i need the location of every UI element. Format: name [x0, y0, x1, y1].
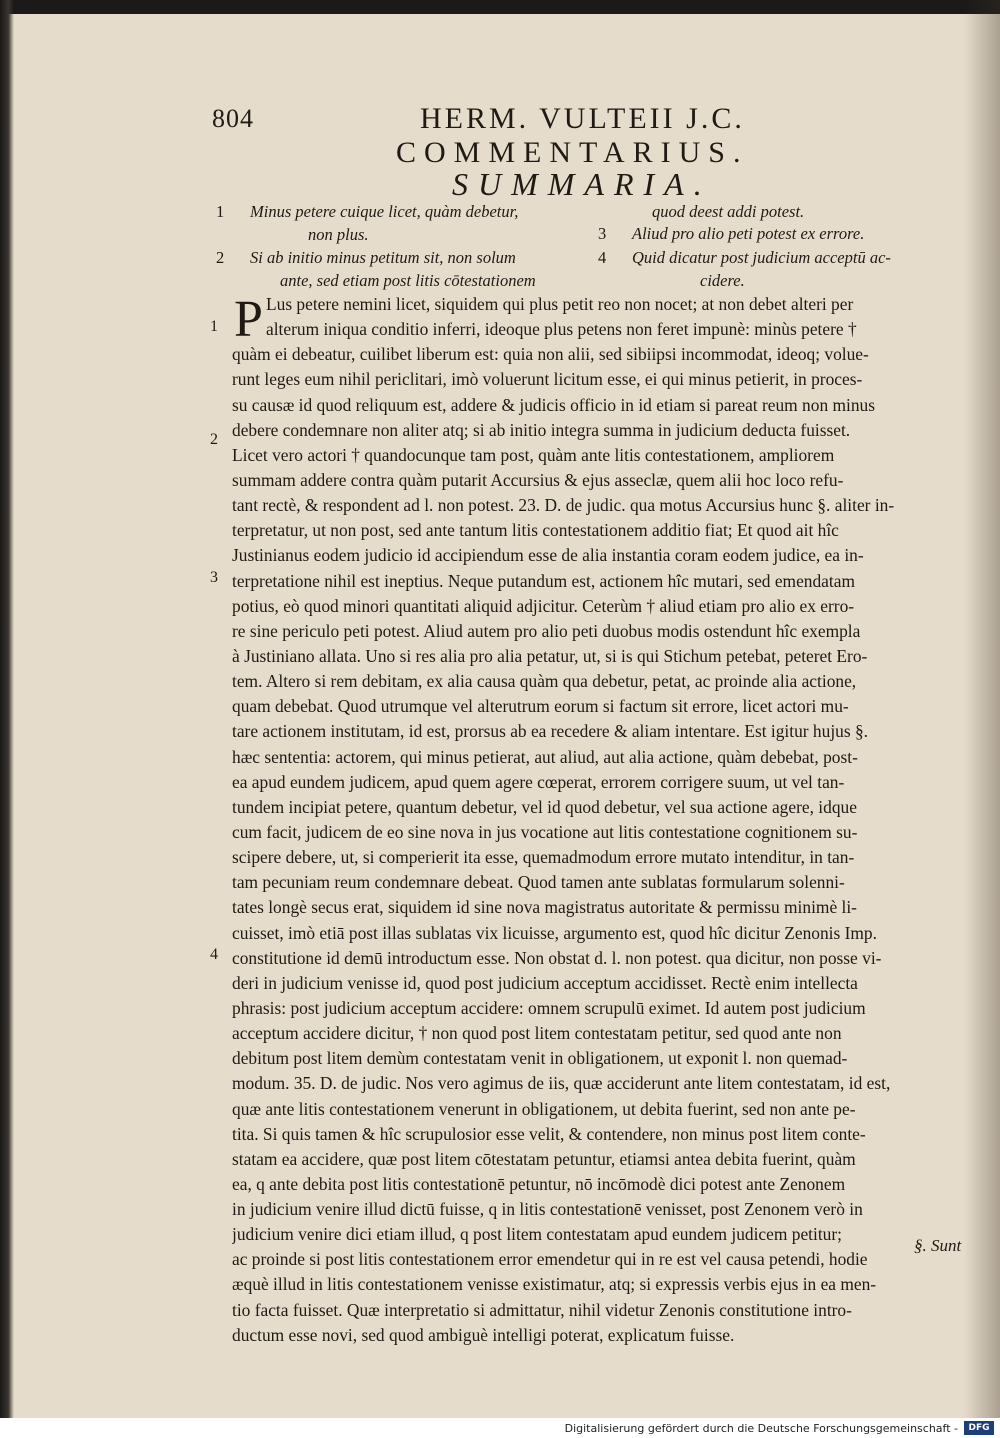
- text-line: phrasis: post judicium acceptum accidere: omnem scrupulū eximet. Id autem post judicium: [232, 997, 866, 1018]
- text-line: quæ ante litis contestationem venerunt in obligationem, ut debita fuerint, sed non ante pe-: [232, 1098, 856, 1119]
- text-line: quam debebat. Quod utrumque vel alterutrum eorum si factum sit errore, licet actori mu-: [232, 696, 849, 717]
- text-line: judicium venire dici etiam illud, q post litem contestatam apud eundem judicem petitur;: [232, 1224, 842, 1245]
- summary-line: non plus.: [308, 225, 369, 244]
- text-line: acceptum accidere dicitur, † non quod post litem contestatam petitur, sed quod ante non: [232, 1023, 842, 1044]
- text-line: hæc sententia: actorem, qui minus petierat, aut aliud, aut alia actione, quàm debebat, post-: [232, 746, 858, 767]
- text-line: runt leges eum nihil periclitari, imò voluerunt licitum esse, ei qui minus petierit, in proces-: [232, 369, 863, 390]
- drop-capital: P: [234, 291, 263, 348]
- text-line: modum. 35. D. de judic. Nos vero agimus de iis, quæ acciderunt ante litem contestatam, id est,: [232, 1073, 891, 1094]
- summary-item-2-continued: quod deest addi potest.: [652, 202, 805, 221]
- text-line: ductum esse novi, sed quod ambiguè intelligi poterat, explicatum fuisse.: [232, 1324, 735, 1345]
- text-line: tare actionem institutam, id est, prorsus ab ea recedere & aliam intentare. Est igitur hujus §.: [232, 721, 869, 742]
- text-line: scipere debere, ut, si comperierit ita esse, quemadmodum errore mutato intenditur, in tan-: [232, 847, 855, 868]
- dfg-logo: DFG: [964, 1421, 994, 1435]
- running-subtitle: COMMENTARIUS.: [396, 136, 749, 169]
- running-title: HERM. VULTEII J.C.: [420, 102, 745, 135]
- text-line: tio facta fuisset. Quæ interpretatio si admittatur, nihil videtur Zenonis constitutione intro-: [232, 1299, 852, 1320]
- text-line: cuisset, imò etiā post illas sublatas vix licuisse, argumento est, quod hîc dicitur Zenonis Imp.: [232, 922, 877, 943]
- text-line: tant rectè, & respondent ad l. non potest. 23. D. de judic. qua motus Accursius hunc §. aliter in-: [232, 495, 895, 516]
- text-line: terpretatione nihil est ineptius. Neque putandum est, actionem hîc mutari, sed emendatam: [232, 570, 855, 591]
- text-line: Justinianus eodem judicio id accipiendum esse de alia instantia coram eodem judice, ea in-: [232, 545, 864, 566]
- summary-item-3: [598, 222, 865, 245]
- text-line: ac proinde si post litis contestationem error emendetur qui in re est vel causa petendi, hodie: [232, 1249, 868, 1270]
- text-line: ea apud eundem judicem, apud quem agere cœperat, errorem corrigere suum, ut vel tan-: [232, 771, 845, 792]
- text-line: tita. Si quis tamen & hîc scrupulosior esse velit, & contendere, non minus post litem conte-: [232, 1123, 866, 1144]
- margin-number: 2: [210, 431, 218, 448]
- text-line: potius, eò quod minori quantitati aliquid adjicitur. Ceterùm † aliud etiam pro alio ex erro-: [232, 595, 855, 616]
- summary-line: Aliud pro alio peti potest ex errore.: [632, 224, 865, 243]
- summary-line: Si ab initio minus petitum sit, non solum: [250, 248, 516, 267]
- text-line: debere condemnare non aliter atq; si ab initio integra summa in judicium deducta fuisset.: [232, 419, 851, 440]
- page-number: 804: [212, 104, 254, 133]
- text-line: constitutione id demū introductum esse. Non obstat d. l. non potest. qua dicitur, non posse vi-: [232, 947, 882, 968]
- summary-item-2: [216, 246, 536, 292]
- text-line: cum facit, judicem de eo sine nova in jus vocatione aut litis contestatione cognitionem su-: [232, 821, 858, 842]
- text-line: re sine periculo peti potest. Aliud autem pro alio peti duobus modis ostendunt hîc exempla: [232, 620, 861, 641]
- summary-number: 1: [216, 202, 225, 221]
- commentary-text: [232, 292, 970, 1348]
- margin-number: 3: [210, 569, 218, 586]
- text-line: ea, q ante debita post litis contestationē petuntur, nō incōmodè dici potest ante Zenonem: [232, 1173, 846, 1194]
- summary-line: Minus petere cuique licet, quàm debetur,: [250, 202, 519, 221]
- summaria-heading: SUMMARIA.: [452, 166, 712, 202]
- text-line: Lus petere nemini licet, siquidem qui plus petit reo non nocet; at non debet alteri per: [266, 294, 854, 314]
- summary-line: ante, sed etiam post litis cōtestationem: [280, 271, 536, 290]
- summary-item-1: [216, 200, 519, 246]
- text-line: summam addere contra quàm putarit Accursius & ejus asseclæ, quem alii hoc loco refu-: [232, 469, 844, 490]
- text-line: æquè illud in litis contestationem venisse existimatur, atq; si expressis verbis ejus in ea men-: [232, 1274, 877, 1295]
- text-line: deri in judicium venisse id, quod post judicium acceptum accidisset. Rectè enim intellecta: [232, 972, 858, 993]
- text-line: à Justiniano allata. Uno si res alia pro alia petatur, ut, si is qui Stichum petebat, peteret Ero-: [232, 645, 868, 666]
- summary-line: Quid dicatur post judicium acceptū ac-: [632, 248, 891, 267]
- funding-notice: Digitalisierung gefördert durch die Deutsche Forschungsgemeinschaft -: [564, 1422, 958, 1435]
- summary-item-4: [598, 246, 891, 292]
- text-line: quàm ei debeatur, cuilibet liberum est: quia non alii, sed sibiipsi incommodat, ideoq; volue-: [232, 344, 869, 365]
- margin-number: 1: [210, 318, 218, 335]
- summary-number: 3: [598, 224, 607, 243]
- summary-number: 4: [598, 248, 607, 267]
- margin-number: 4: [210, 946, 218, 963]
- text-line: statam ea accidere, quæ post litem cōtestatam petuntur, etiamsi antea debita fuerint, quàm: [232, 1148, 856, 1169]
- catchword: §. Sunt: [914, 1236, 962, 1255]
- text-line: debitum post litem demùm contestatam venit in obligationem, ut exponit l. non quemad-: [232, 1048, 848, 1069]
- text-line: in judicium venire illud dictū fuisse, q in litis contestationē venisset, post Zenonem verò in: [232, 1199, 863, 1220]
- text-line: tundem incipiat petere, quantum debetur, vel id quod debetur, vel sua actione agere, idque: [232, 796, 857, 817]
- text-line: tam pecuniam reum condemnare debeat. Quod tamen ante sublatas formularum solenni-: [232, 872, 845, 893]
- summary-number: 2: [216, 248, 225, 267]
- text-line: tem. Altero si rem debitam, ex alia causa quàm qua debetur, petat, ac proinde alia actione,: [232, 671, 857, 692]
- text-line: su causæ id quod reliquum est, addere & judicis officio in id etiam si pareat reum non minus: [232, 394, 876, 415]
- text-line: Licet vero actori † quandocunque tam post, quàm ante litis contestationem, ampliorem: [232, 444, 835, 465]
- text-line: alterum iniqua conditio inferri, ideoque plus petens non feret impunè: minùs petere †: [266, 319, 857, 340]
- text-line: tates longè secus erat, siquidem id sine nova magistratus autoritate & permissu minimè li-: [232, 897, 857, 918]
- text-line: terpretatur, ut non post, sed ante tantum litis contestationem additio fiat; Et quod ait hîc: [232, 520, 839, 541]
- summary-line: cidere.: [700, 271, 745, 290]
